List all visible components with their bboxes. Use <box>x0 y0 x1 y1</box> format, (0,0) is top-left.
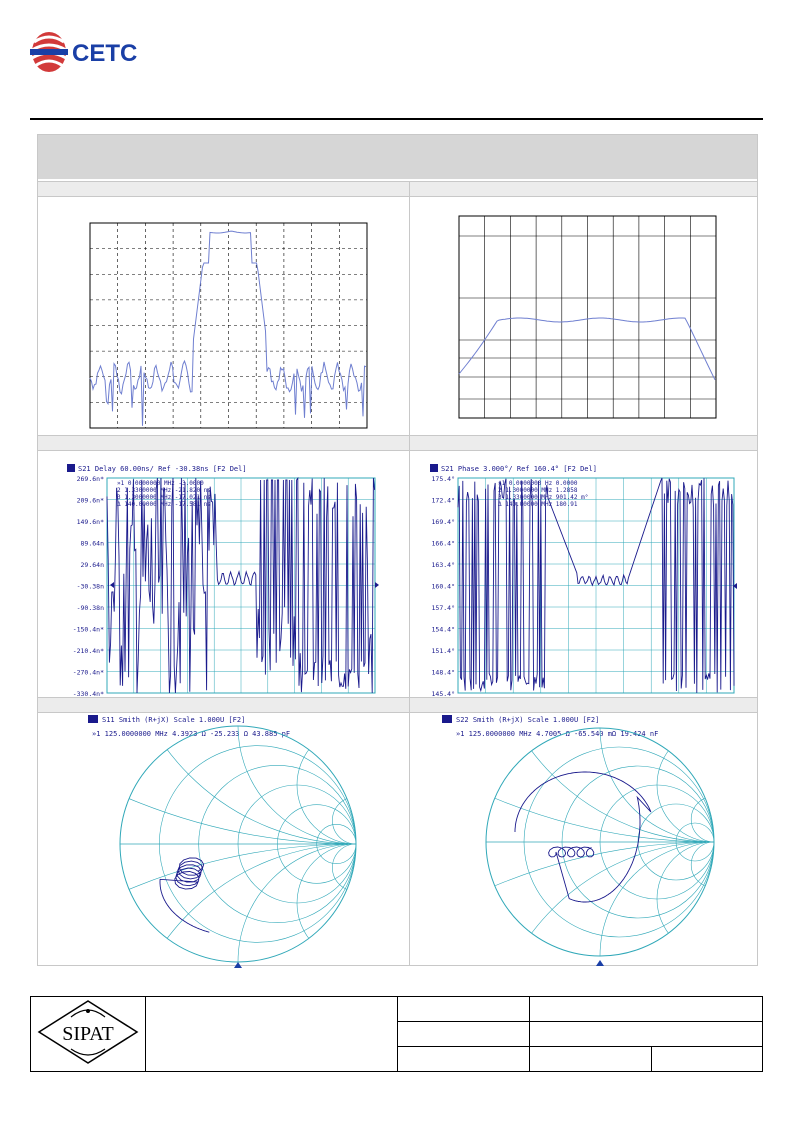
scroll-marker-icon <box>596 960 604 966</box>
cetc-emblem-icon <box>30 30 68 74</box>
dl-y-tick: 269.6n* <box>76 475 104 483</box>
dl-y-tick: -330.4n* <box>72 690 104 698</box>
value-cell-3a <box>530 1047 652 1072</box>
delay-plot <box>38 460 378 696</box>
phase-title: S21 Phase 3.000°/ Ref 160.4° [F2 Del] <box>441 465 597 473</box>
dl-marker-readout: Δ 140.00000 MHz -17.581 ns <box>117 501 211 508</box>
dl-y-tick: -150.4n* <box>72 625 104 634</box>
ph-y-tick: 145.4° <box>431 690 455 698</box>
title-block <box>30 996 763 1072</box>
channel-icon <box>442 715 452 723</box>
s22-marker-readout: »1 125.0000000 MHz 4.7005 Ω -65.540 mΩ 19.424 nF <box>456 730 659 738</box>
ph-marker-readout: Δ 140.00000 MHz 180.91 <box>498 501 578 508</box>
row-label-band-1 <box>38 181 757 197</box>
phase-plot <box>408 460 748 696</box>
dl-y-tick: 89.64n <box>80 539 104 548</box>
delay-title: S21 Delay 60.00ns/ Ref -30.38ns [F2 Del] <box>78 465 247 473</box>
smith-s22-plot <box>430 712 770 972</box>
ph-y-tick: 151.4° <box>431 647 455 655</box>
ph-y-tick: 148.4° <box>431 668 455 677</box>
cetc-logo-text: CETC <box>72 40 138 67</box>
s22-reactance-arc <box>486 842 793 1123</box>
row-label-band-2 <box>38 435 757 451</box>
s22-reactance-arc <box>657 728 771 842</box>
sipat-logo <box>31 997 145 1067</box>
ph-y-tick: 172.4° <box>431 496 455 505</box>
dl-y-tick: -30.38n <box>76 582 104 591</box>
header-rule <box>30 118 763 120</box>
ph-y-tick: 160.4° <box>431 582 455 591</box>
dl-y-tick: -210.4n* <box>72 647 104 655</box>
dl-y-tick: -90.38n <box>76 604 104 612</box>
dl-y-tick: 149.6n* <box>76 518 104 526</box>
field-cell-2 <box>398 1022 530 1047</box>
ref-marker-left-icon <box>110 582 114 588</box>
s22-title: S22 Smith (R+jX) Scale 1.000U [F2] <box>456 716 600 724</box>
dl-y-tick: 29.64n <box>80 561 104 569</box>
dl-y-tick: 209.6n* <box>76 496 104 505</box>
value-cell-2 <box>530 1022 763 1047</box>
dl-y-tick: -270.4n* <box>72 668 104 677</box>
ph-marker-readout: 3 1.3300000 MHz 901.42 m° <box>498 494 589 501</box>
amplitude-plot <box>85 218 375 430</box>
smith-s11-plot <box>68 712 408 972</box>
ph-marker-readout: »1 0.0000000 Hz 0.0000 <box>498 480 578 487</box>
ph-y-tick: 169.4° <box>431 518 455 526</box>
sipat-logo-text: SIPAT <box>62 1023 114 1045</box>
passband-plot <box>457 214 719 422</box>
s11-marker-readout: »1 125.0000000 MHz 4.3923 Ω -25.233 Ω 43.885 pF <box>92 730 291 738</box>
sipat-logo-cell <box>31 997 146 1072</box>
scroll-marker-icon <box>234 962 242 968</box>
ph-y-tick: 166.4° <box>431 539 455 548</box>
value-cell-1 <box>530 997 763 1022</box>
s11-title: S11 Smith (R+jX) Scale 1.000U [F2] <box>102 716 246 724</box>
section-header-band <box>38 135 757 179</box>
dl-marker-readout: 3 1.3000000 MHz -17.021 ns <box>117 494 211 501</box>
row-label-band-3 <box>38 697 757 713</box>
ph-y-tick: 163.4° <box>431 561 455 569</box>
s11-reactance-arc <box>297 844 415 962</box>
value-cell-3b <box>652 1047 763 1072</box>
s11-reactance-arc <box>297 726 415 844</box>
field-cell-3 <box>398 1047 530 1072</box>
dl-marker-readout: 2 1.3300000 MHz -21.820 ns <box>117 487 211 494</box>
channel-icon <box>67 464 75 472</box>
cetc-logo <box>30 30 150 78</box>
dl-marker-readout: »1 0.0000000 MHz -3.0000 <box>117 480 204 487</box>
ph-y-tick: 154.4° <box>431 625 455 634</box>
ph-y-tick: 157.4° <box>431 604 455 612</box>
ph-y-tick: 175.4° <box>431 475 455 483</box>
field-cell-1 <box>398 997 530 1022</box>
title-cell <box>146 997 398 1072</box>
channel-icon <box>430 464 438 472</box>
s22-reactance-arc <box>657 842 771 956</box>
channel-icon <box>88 715 98 723</box>
ph-marker-readout: 2 1.3000000 MHz 1.2858 <box>498 487 578 494</box>
